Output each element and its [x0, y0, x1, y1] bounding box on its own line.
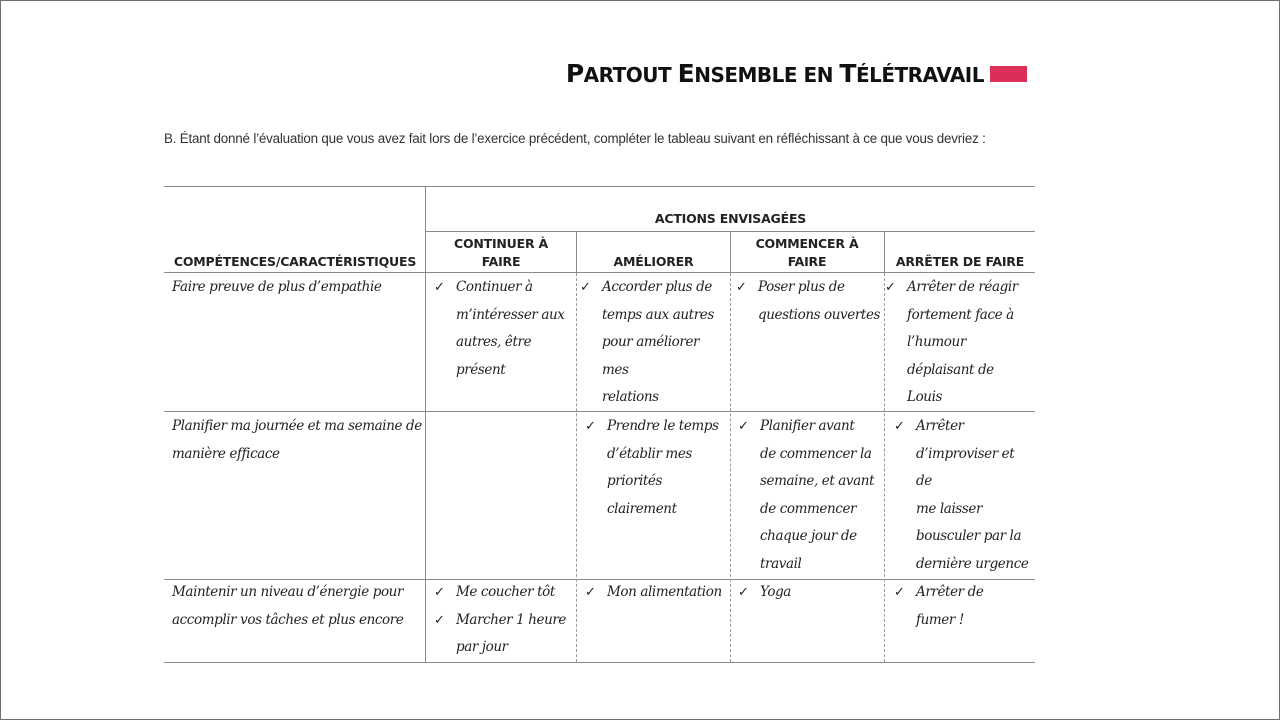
checkmark-icon: ✓ [434, 585, 445, 600]
action-item [585, 579, 728, 607]
cell-line: Faire preuve de plus d’empathie [172, 279, 382, 295]
cell-line: par jour [456, 639, 508, 656]
checkmark-icon: ✓ [894, 585, 905, 600]
action-item [894, 413, 1033, 579]
checkmark-icon: ✓ [585, 585, 596, 600]
arreter-cell [885, 274, 1033, 412]
checkmark-icon: ✓ [894, 419, 905, 434]
competence-cell [172, 579, 422, 634]
cell-line: questions ouvertes [758, 306, 881, 323]
cell-line: bousculer par la [916, 528, 1022, 545]
cell-line: de commencer [760, 500, 857, 517]
ameliorer-cell [585, 413, 728, 523]
ameliorer-cell [580, 274, 728, 412]
cell-line: pour améliorer mes [602, 334, 700, 378]
competence-cell [172, 274, 422, 302]
header-bottom-rule [164, 272, 1035, 273]
cell-line: d’établir mes [607, 445, 692, 462]
cell-line: l’humour [907, 334, 966, 351]
cell-line: relations [602, 389, 659, 406]
brand-accent-bar [990, 66, 1027, 82]
cell-line: déplaisant de [907, 361, 994, 378]
column-header-competences: COMPÉTENCES/CARACTÉRISTIQUES [173, 254, 417, 269]
action-item [434, 274, 574, 384]
cell-line: Mon alimentation [607, 584, 722, 600]
cell-line: présent [456, 361, 506, 378]
checkmark-icon: ✓ [580, 280, 591, 295]
continuer-cell [434, 579, 574, 662]
cell-line: Maintenir un niveau d’énergie pour [172, 584, 404, 600]
column-header-commencer: COMMENCER À FAIRE [755, 236, 859, 269]
action-item [736, 274, 882, 329]
cell-line: Arrêter de [916, 584, 984, 600]
checkmark-icon: ✓ [434, 612, 445, 628]
cell-line: Accorder plus de [602, 279, 712, 295]
arreter-cell [894, 579, 1033, 634]
title-fragment: ARTOUT [583, 63, 678, 87]
table-top-rule [164, 186, 1035, 187]
cell-line: Continuer à [456, 279, 533, 295]
title-fragment: E [677, 59, 695, 88]
action-item [580, 274, 728, 412]
cell-line: clairement [607, 500, 677, 517]
cell-line: de commencer la [760, 445, 872, 462]
column-header-continuer: CONTINUER À FAIRE [453, 236, 549, 269]
commencer-cell [738, 579, 882, 607]
action-item [738, 413, 882, 579]
cell-line: fortement face à [907, 306, 1014, 323]
title-fragment: T [839, 59, 856, 88]
cell-line: fumer ! [916, 611, 964, 628]
group-header: ACTIONS ENVISAGÉES [654, 211, 807, 226]
column-divider-dashed [576, 273, 577, 662]
action-item [434, 579, 574, 607]
instruction-text: B. Étant donné l’évaluation que vous avez fait lors de l’exercice précédent, compléter le tableau suivant en réfléchissant à ce que vous devriez : [164, 131, 986, 146]
cell-line: autres, être [456, 334, 532, 351]
checkmark-icon: ✓ [434, 280, 445, 295]
checkmark-icon: ✓ [585, 419, 596, 434]
action-item [885, 274, 1033, 412]
arreter-cell [894, 413, 1033, 579]
action-item [894, 579, 1033, 634]
title-fragment: ÉLÉTRAVAIL [855, 63, 984, 87]
column-divider [730, 231, 731, 273]
action-item [738, 579, 882, 607]
continuer-cell [434, 274, 574, 384]
checkmark-icon: ✓ [738, 585, 749, 600]
cell-line: semaine, et avant [760, 473, 875, 490]
cell-line: Me coucher tôt [456, 584, 555, 600]
table-bottom-rule [164, 662, 1035, 663]
cell-line: Planifier avant [760, 418, 855, 434]
title-text [566, 59, 984, 88]
cell-line: Prendre le temps [607, 418, 719, 434]
action-item [434, 607, 574, 662]
cell-line: m’intéresser aux [456, 306, 565, 323]
cell-line: Arrêter de réagir [907, 279, 1018, 295]
cell-line: Planifier ma journée et ma semaine de [172, 418, 422, 434]
checkmark-icon: ✓ [885, 280, 896, 295]
cell-line: travail [760, 555, 802, 572]
cell-line: Marcher 1 heure [456, 611, 567, 628]
cell-line: accomplir vos tâches et plus encore [172, 611, 404, 628]
title-fragment: NSEMBLE EN [694, 63, 840, 87]
cell-line: Louis [907, 389, 943, 406]
cell-line: temps aux autres [602, 306, 714, 323]
cell-line: me laisser [916, 500, 983, 517]
cell-line: manière efficace [172, 445, 280, 462]
column-header-arreter: ARRÊTER DE FAIRE [895, 254, 1025, 269]
column-divider-dashed [730, 273, 731, 662]
cell-line: Yoga [760, 584, 791, 600]
checkmark-icon: ✓ [736, 280, 747, 295]
column-header-ameliorer: AMÉLIORER [613, 254, 694, 269]
checkmark-icon: ✓ [738, 419, 749, 434]
commencer-cell [738, 413, 882, 579]
action-item [585, 413, 728, 523]
commencer-cell [736, 274, 882, 329]
cell-line: priorités [607, 473, 663, 490]
cell-line: d’improviser et de [916, 445, 1015, 490]
cell-line: Arrêter [916, 418, 964, 434]
cell-line: dernière urgence [916, 555, 1029, 572]
title-fragment: P [565, 59, 584, 88]
document-title [566, 59, 1027, 88]
competence-cell [172, 413, 422, 468]
cell-line: chaque jour de [760, 528, 857, 545]
ameliorer-cell [585, 579, 728, 607]
cell-line: Poser plus de [758, 279, 845, 295]
